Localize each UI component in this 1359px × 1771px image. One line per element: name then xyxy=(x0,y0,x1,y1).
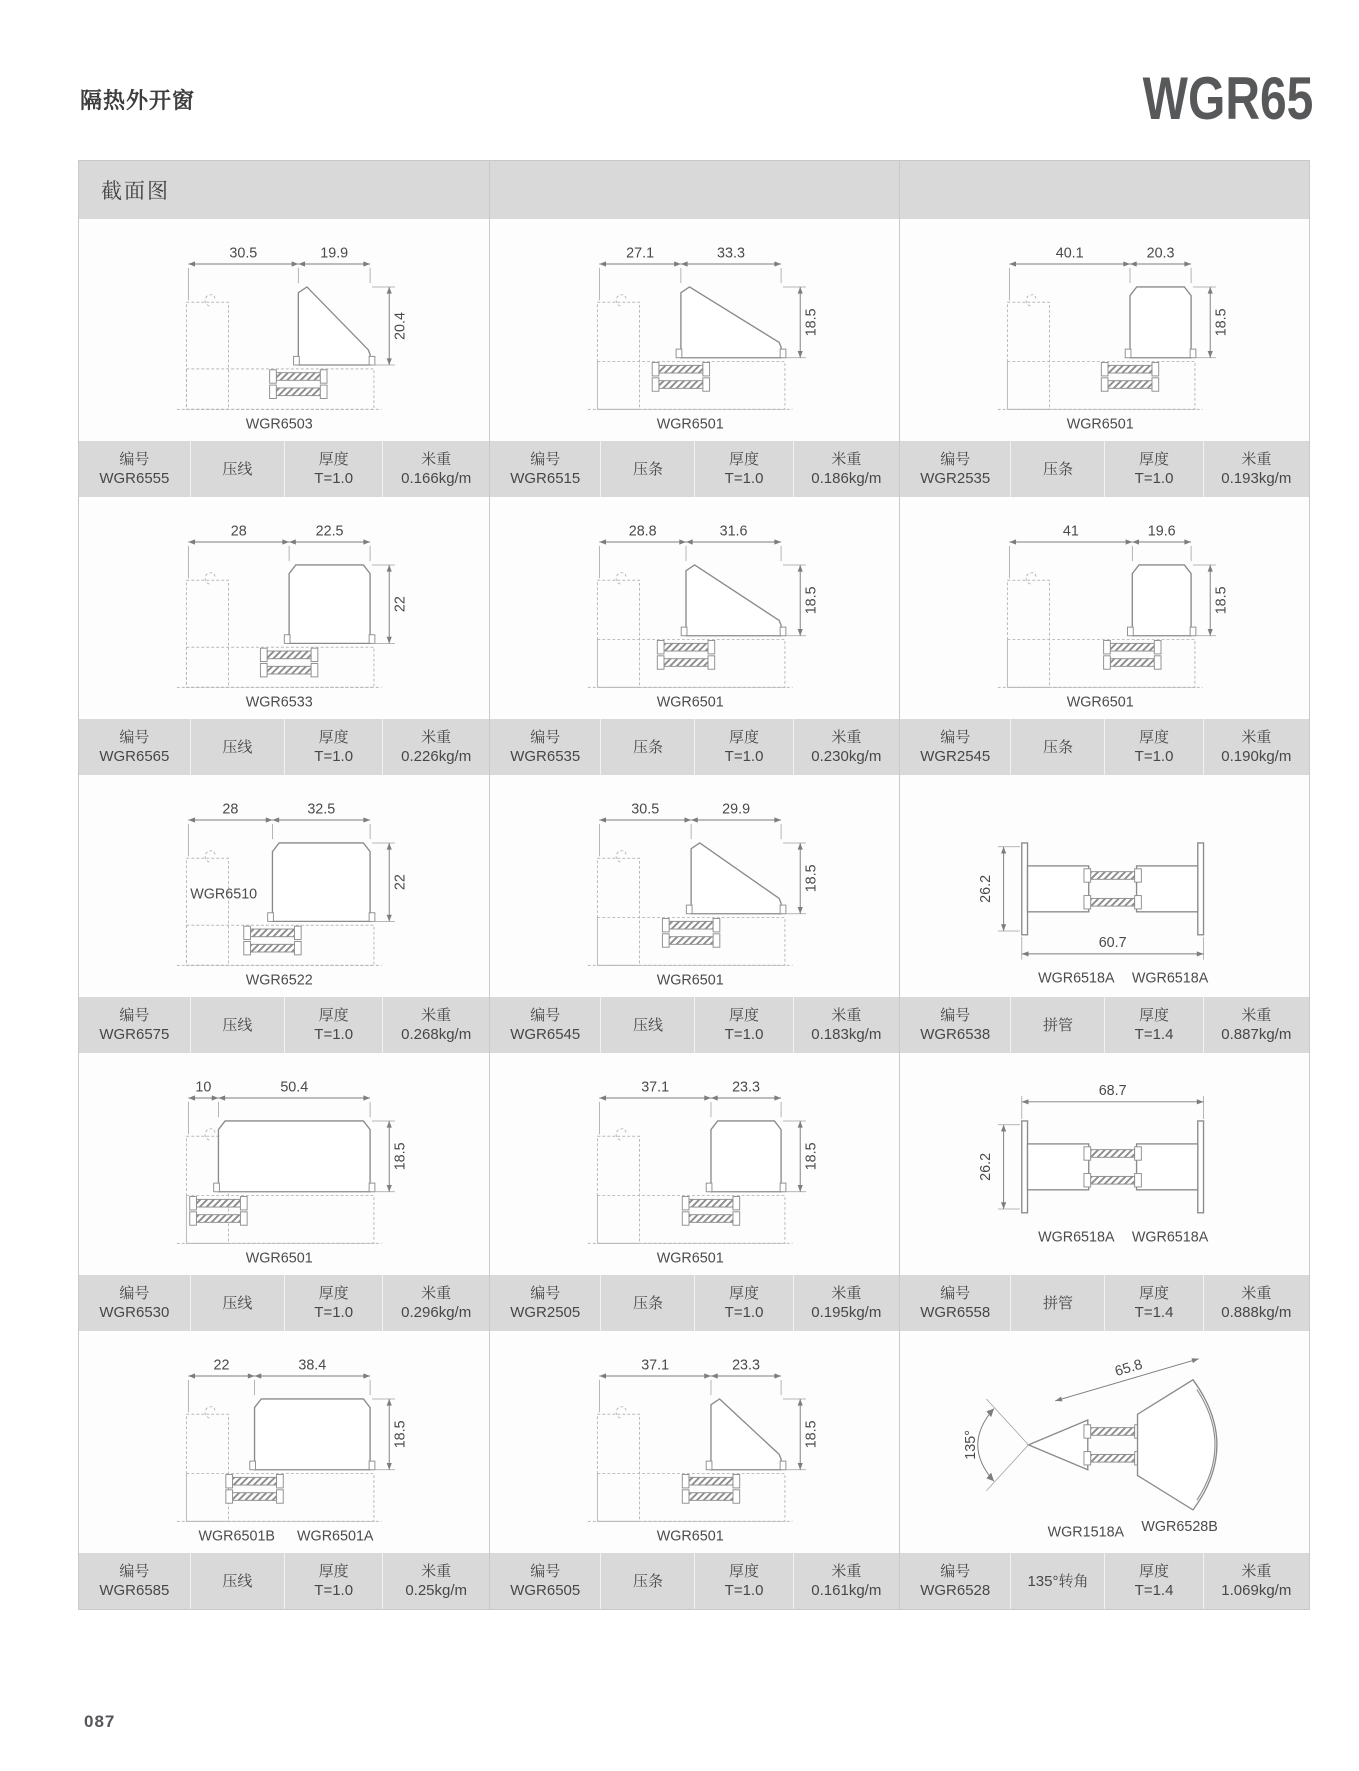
code-value: WGR6555 xyxy=(99,470,170,487)
spec-bar xyxy=(899,997,1309,1053)
type-value: 压线 xyxy=(222,738,253,756)
spec-thickness-cell xyxy=(1104,997,1202,1053)
spec-code-cell xyxy=(490,997,600,1053)
thickness-header: 厚度 xyxy=(729,1563,760,1580)
thickness-header: 厚度 xyxy=(318,451,349,468)
weight-header: 米重 xyxy=(1241,729,1272,746)
spec-thickness-cell xyxy=(694,997,792,1053)
section-header-label: 截面图 xyxy=(101,180,170,203)
code-header: 编号 xyxy=(119,1563,150,1580)
spec-code-cell xyxy=(79,719,190,775)
spec-code-cell xyxy=(900,719,1010,775)
profile-cell xyxy=(899,1053,1309,1275)
code-value: WGR6545 xyxy=(510,1026,581,1043)
code-value: WGR6528 xyxy=(920,1582,991,1599)
svg-text:29.9: 29.9 xyxy=(721,801,750,818)
svg-text:WGR6510: WGR6510 xyxy=(190,886,258,903)
code-value: WGR6535 xyxy=(510,748,581,765)
svg-text:28: 28 xyxy=(230,523,247,540)
spec-type-cell xyxy=(190,441,284,497)
svg-text:40.1: 40.1 xyxy=(1055,245,1084,262)
thickness-header: 厚度 xyxy=(1139,1007,1170,1024)
svg-text:68.7: 68.7 xyxy=(1098,1083,1127,1100)
spec-thickness-cell xyxy=(1104,1553,1202,1609)
weight-value: 1.069kg/m xyxy=(1221,1582,1292,1599)
code-value: WGR6558 xyxy=(920,1304,991,1321)
svg-text:WGR6518A: WGR6518A xyxy=(1037,1229,1115,1246)
type-value: 135°转角 xyxy=(1027,1572,1089,1590)
thickness-value: T=1.4 xyxy=(1134,1582,1174,1599)
svg-text:65.8: 65.8 xyxy=(1112,1356,1144,1380)
thickness-value: T=1.0 xyxy=(314,470,354,487)
thickness-value: T=1.0 xyxy=(314,1304,354,1321)
profile-cell xyxy=(79,775,489,997)
spec-thickness-cell xyxy=(694,1275,792,1331)
spec-code-cell xyxy=(900,997,1010,1053)
spec-type-cell xyxy=(190,997,284,1053)
spec-code-cell xyxy=(490,441,600,497)
type-value: 压条 xyxy=(632,1572,663,1590)
profile-cell xyxy=(79,497,489,719)
svg-text:WGR6501: WGR6501 xyxy=(1066,694,1134,711)
profile-cell xyxy=(489,775,899,997)
weight-value: 0.226kg/m xyxy=(401,748,472,765)
profile-cell xyxy=(489,219,899,441)
svg-text:20.3: 20.3 xyxy=(1146,245,1174,262)
weight-value: 0.888kg/m xyxy=(1221,1304,1292,1321)
svg-text:23.3: 23.3 xyxy=(731,1079,760,1096)
spec-type-cell xyxy=(600,1275,694,1331)
spec-type-cell xyxy=(1010,719,1104,775)
code-header: 编号 xyxy=(940,1563,971,1580)
weight-header: 米重 xyxy=(831,729,862,746)
type-value: 压线 xyxy=(222,1294,253,1312)
spec-thickness-cell xyxy=(694,1553,792,1609)
spec-thickness-cell xyxy=(284,441,382,497)
code-header: 编号 xyxy=(940,451,971,468)
svg-text:WGR6501A: WGR6501A xyxy=(297,1528,374,1545)
spec-thickness-cell xyxy=(694,719,792,775)
svg-text:28: 28 xyxy=(222,801,239,818)
spec-code-cell xyxy=(900,441,1010,497)
svg-text:26.2: 26.2 xyxy=(977,874,994,903)
weight-value: 0.193kg/m xyxy=(1221,470,1292,487)
thickness-header: 厚度 xyxy=(318,1007,349,1024)
weight-value: 0.166kg/m xyxy=(401,470,472,487)
spec-bar xyxy=(899,441,1309,497)
spec-bar xyxy=(899,1275,1309,1331)
profile-diagram xyxy=(937,498,1273,718)
weight-value: 0.186kg/m xyxy=(811,470,882,487)
svg-text:WGR6501: WGR6501 xyxy=(245,1250,313,1267)
weight-value: 0.190kg/m xyxy=(1221,748,1292,765)
svg-text:WGR6501: WGR6501 xyxy=(656,1250,724,1267)
weight-header: 米重 xyxy=(1241,1007,1272,1024)
spec-code-cell xyxy=(79,1553,190,1609)
thickness-value: T=1.0 xyxy=(314,1026,354,1043)
code-header: 编号 xyxy=(530,451,561,468)
code-value: WGR6585 xyxy=(99,1582,170,1599)
spec-thickness-cell xyxy=(1104,1275,1202,1331)
profile-diagram xyxy=(937,1332,1273,1552)
svg-text:19.6: 19.6 xyxy=(1147,523,1176,540)
thickness-header: 厚度 xyxy=(729,729,760,746)
svg-text:WGR6522: WGR6522 xyxy=(245,972,313,989)
spec-bar xyxy=(79,441,489,497)
profile-diagram xyxy=(937,220,1273,440)
type-value: 压条 xyxy=(632,460,663,478)
spec-type-cell xyxy=(190,1553,284,1609)
code-value: WGR2505 xyxy=(510,1304,581,1321)
spec-weight-cell xyxy=(1203,1275,1309,1331)
spec-thickness-cell xyxy=(284,1275,382,1331)
svg-text:WGR6501: WGR6501 xyxy=(656,1528,724,1545)
weight-value: 0.230kg/m xyxy=(811,748,882,765)
spec-weight-cell xyxy=(382,1553,489,1609)
spec-thickness-cell xyxy=(284,719,382,775)
spec-type-cell xyxy=(600,1553,694,1609)
header-spacer xyxy=(899,161,1309,219)
spec-weight-cell xyxy=(793,997,899,1053)
svg-text:60.7: 60.7 xyxy=(1098,935,1127,952)
svg-text:22: 22 xyxy=(213,1357,230,1374)
svg-text:WGR6518A: WGR6518A xyxy=(1131,1229,1208,1246)
thickness-value: T=1.4 xyxy=(1134,1026,1174,1043)
svg-text:WGR6501B: WGR6501B xyxy=(198,1528,275,1545)
weight-header: 米重 xyxy=(421,729,452,746)
code-value: WGR6538 xyxy=(920,1026,991,1043)
thickness-header: 厚度 xyxy=(1139,1285,1170,1302)
spec-bar xyxy=(899,1553,1309,1609)
spec-type-cell xyxy=(190,1275,284,1331)
svg-text:32.5: 32.5 xyxy=(307,801,336,818)
svg-text:WGR1518A: WGR1518A xyxy=(1047,1524,1124,1541)
thickness-header: 厚度 xyxy=(1139,729,1170,746)
weight-header: 米重 xyxy=(831,1285,862,1302)
spec-code-cell xyxy=(490,1275,600,1331)
svg-text:WGR6528B: WGR6528B xyxy=(1140,1518,1218,1535)
profile-diagram xyxy=(116,776,452,996)
section-header-cell xyxy=(79,161,489,219)
spec-code-cell xyxy=(79,441,190,497)
profile-diagram xyxy=(116,1054,452,1274)
svg-text:10: 10 xyxy=(195,1079,212,1096)
svg-text:27.1: 27.1 xyxy=(625,245,654,262)
code-header: 编号 xyxy=(530,1007,561,1024)
weight-header: 米重 xyxy=(421,1285,452,1302)
spec-bar xyxy=(79,1275,489,1331)
spec-type-cell xyxy=(600,719,694,775)
svg-text:18.5: 18.5 xyxy=(392,1142,409,1171)
spec-type-cell xyxy=(1010,441,1104,497)
svg-text:20.4: 20.4 xyxy=(392,312,409,340)
code-header: 编号 xyxy=(530,1563,561,1580)
spec-bar xyxy=(79,1553,489,1609)
svg-text:WGR6501: WGR6501 xyxy=(656,416,724,433)
weight-value: 0.183kg/m xyxy=(811,1026,882,1043)
profile-cell xyxy=(489,1053,899,1275)
svg-text:18.5: 18.5 xyxy=(803,1142,820,1171)
profile-table xyxy=(78,160,1310,1610)
spec-type-cell xyxy=(1010,1275,1104,1331)
type-value: 拼管 xyxy=(1042,1016,1073,1034)
spec-weight-cell xyxy=(382,1275,489,1331)
thickness-header: 厚度 xyxy=(1139,451,1170,468)
type-value: 压条 xyxy=(632,738,663,756)
spec-code-cell xyxy=(79,1275,190,1331)
weight-value: 0.25kg/m xyxy=(405,1582,468,1599)
thickness-value: T=1.0 xyxy=(314,1582,354,1599)
spec-bar xyxy=(489,997,899,1053)
weight-header: 米重 xyxy=(831,1007,862,1024)
weight-value: 0.268kg/m xyxy=(401,1026,472,1043)
spec-thickness-cell xyxy=(1104,441,1202,497)
header-spacer xyxy=(489,161,899,219)
profile-diagram xyxy=(116,220,452,440)
spec-bar xyxy=(489,441,899,497)
thickness-value: T=1.0 xyxy=(724,470,764,487)
spec-weight-cell xyxy=(1203,719,1309,775)
code-header: 编号 xyxy=(940,729,971,746)
type-value: 压线 xyxy=(222,1016,253,1034)
code-value: WGR2535 xyxy=(920,470,991,487)
code-value: WGR2545 xyxy=(920,748,991,765)
weight-value: 0.161kg/m xyxy=(811,1582,882,1599)
svg-text:37.1: 37.1 xyxy=(640,1357,669,1374)
profile-diagram xyxy=(527,776,863,996)
svg-text:28.8: 28.8 xyxy=(628,523,657,540)
svg-text:18.5: 18.5 xyxy=(1213,308,1230,337)
spec-bar xyxy=(489,1275,899,1331)
code-header: 编号 xyxy=(940,1007,971,1024)
spec-weight-cell xyxy=(1203,441,1309,497)
thickness-header: 厚度 xyxy=(729,1007,760,1024)
svg-text:WGR6501: WGR6501 xyxy=(1066,416,1134,433)
page-number: 087 xyxy=(84,1712,116,1731)
profile-cell xyxy=(489,1331,899,1553)
spec-bar xyxy=(79,997,489,1053)
svg-text:WGR6518A: WGR6518A xyxy=(1131,970,1208,987)
profile-cell xyxy=(899,219,1309,441)
svg-text:31.6: 31.6 xyxy=(719,523,747,540)
thickness-header: 厚度 xyxy=(318,729,349,746)
spec-weight-cell xyxy=(382,441,489,497)
type-value: 压线 xyxy=(632,1016,663,1034)
spec-weight-cell xyxy=(793,441,899,497)
svg-text:30.5: 30.5 xyxy=(630,801,659,818)
code-header: 编号 xyxy=(530,1285,561,1302)
weight-header: 米重 xyxy=(831,451,862,468)
svg-text:22: 22 xyxy=(392,596,409,613)
profile-diagram xyxy=(937,776,1273,996)
series-code: WGR65 xyxy=(1142,65,1313,132)
spec-bar xyxy=(489,719,899,775)
svg-text:22: 22 xyxy=(392,874,409,891)
type-value: 压线 xyxy=(222,460,253,478)
spec-type-cell xyxy=(1010,997,1104,1053)
spec-bar xyxy=(899,719,1309,775)
profile-cell xyxy=(899,497,1309,719)
spec-weight-cell xyxy=(382,719,489,775)
type-value: 压线 xyxy=(222,1572,253,1590)
code-header: 编号 xyxy=(119,1007,150,1024)
thickness-value: T=1.0 xyxy=(1134,748,1174,765)
svg-text:30.5: 30.5 xyxy=(229,245,258,262)
profile-diagram xyxy=(527,498,863,718)
spec-weight-cell xyxy=(382,997,489,1053)
thickness-header: 厚度 xyxy=(729,451,760,468)
type-value: 压条 xyxy=(1042,460,1073,478)
spec-bar xyxy=(79,719,489,775)
type-value: 压条 xyxy=(632,1294,663,1312)
svg-text:WGR6501: WGR6501 xyxy=(656,694,724,711)
spec-thickness-cell xyxy=(284,1553,382,1609)
spec-weight-cell xyxy=(1203,1553,1309,1609)
svg-text:41: 41 xyxy=(1062,523,1079,540)
spec-code-cell xyxy=(79,997,190,1053)
code-header: 编号 xyxy=(119,1285,150,1302)
thickness-value: T=1.0 xyxy=(314,748,354,765)
svg-text:18.5: 18.5 xyxy=(803,864,820,893)
profile-cell xyxy=(79,1331,489,1553)
spec-code-cell xyxy=(900,1275,1010,1331)
type-value: 拼管 xyxy=(1042,1294,1073,1312)
thickness-header: 厚度 xyxy=(318,1285,349,1302)
spec-code-cell xyxy=(900,1553,1010,1609)
svg-text:WGR6518A: WGR6518A xyxy=(1037,970,1115,987)
weight-value: 0.887kg/m xyxy=(1221,1026,1292,1043)
code-header: 编号 xyxy=(530,729,561,746)
svg-text:WGR6501: WGR6501 xyxy=(656,972,724,989)
svg-text:22.5: 22.5 xyxy=(315,523,344,540)
svg-text:26.2: 26.2 xyxy=(977,1152,994,1181)
profile-cell xyxy=(899,1331,1309,1553)
profile-diagram xyxy=(527,1332,863,1552)
thickness-header: 厚度 xyxy=(1139,1563,1170,1580)
code-value: WGR6515 xyxy=(510,470,581,487)
svg-text:33.3: 33.3 xyxy=(716,245,745,262)
thickness-value: T=1.0 xyxy=(724,1026,764,1043)
code-value: WGR6530 xyxy=(99,1304,170,1321)
weight-header: 米重 xyxy=(421,1563,452,1580)
spec-code-cell xyxy=(490,719,600,775)
profile-diagram xyxy=(116,1332,452,1552)
code-header: 编号 xyxy=(940,1285,971,1302)
profile-diagram xyxy=(116,498,452,718)
profile-diagram xyxy=(527,1054,863,1274)
code-value: WGR6505 xyxy=(510,1582,581,1599)
svg-text:WGR6503: WGR6503 xyxy=(245,416,313,433)
weight-value: 0.195kg/m xyxy=(811,1304,882,1321)
svg-text:18.5: 18.5 xyxy=(803,308,820,337)
svg-text:18.5: 18.5 xyxy=(803,1420,820,1449)
spec-type-cell xyxy=(190,719,284,775)
profile-diagram xyxy=(527,220,863,440)
code-header: 编号 xyxy=(119,451,150,468)
thickness-value: T=1.0 xyxy=(724,1582,764,1599)
svg-text:18.5: 18.5 xyxy=(392,1420,409,1449)
page-title: 隔热外开窗 xyxy=(80,88,196,113)
weight-header: 米重 xyxy=(1241,451,1272,468)
profile-cell xyxy=(79,1053,489,1275)
svg-text:38.4: 38.4 xyxy=(298,1357,327,1374)
thickness-value: T=1.0 xyxy=(1134,470,1174,487)
spec-thickness-cell xyxy=(694,441,792,497)
svg-text:18.5: 18.5 xyxy=(1213,586,1230,615)
weight-header: 米重 xyxy=(1241,1563,1272,1580)
spec-bar xyxy=(489,1553,899,1609)
spec-weight-cell xyxy=(793,1553,899,1609)
spec-weight-cell xyxy=(793,1275,899,1331)
profile-diagram xyxy=(937,1054,1273,1274)
weight-header: 米重 xyxy=(421,451,452,468)
svg-text:23.3: 23.3 xyxy=(731,1357,760,1374)
svg-text:WGR6533: WGR6533 xyxy=(245,694,313,711)
profile-cell xyxy=(79,219,489,441)
thickness-value: T=1.4 xyxy=(1134,1304,1174,1321)
type-value: 压条 xyxy=(1042,738,1073,756)
spec-weight-cell xyxy=(1203,997,1309,1053)
spec-thickness-cell xyxy=(284,997,382,1053)
spec-thickness-cell xyxy=(1104,719,1202,775)
svg-text:18.5: 18.5 xyxy=(803,586,820,615)
weight-value: 0.296kg/m xyxy=(401,1304,472,1321)
svg-text:19.9: 19.9 xyxy=(320,245,349,262)
svg-text:37.1: 37.1 xyxy=(640,1079,669,1096)
spec-type-cell xyxy=(600,997,694,1053)
spec-code-cell xyxy=(490,1553,600,1609)
thickness-header: 厚度 xyxy=(729,1285,760,1302)
spec-type-cell xyxy=(600,441,694,497)
spec-type-cell xyxy=(1010,1553,1104,1609)
thickness-header: 厚度 xyxy=(318,1563,349,1580)
weight-header: 米重 xyxy=(421,1007,452,1024)
code-header: 编号 xyxy=(119,729,150,746)
profile-cell xyxy=(489,497,899,719)
profile-cell xyxy=(899,775,1309,997)
thickness-value: T=1.0 xyxy=(724,748,764,765)
code-value: WGR6565 xyxy=(99,748,170,765)
spec-weight-cell xyxy=(793,719,899,775)
code-value: WGR6575 xyxy=(99,1026,170,1043)
weight-header: 米重 xyxy=(831,1563,862,1580)
weight-header: 米重 xyxy=(1241,1285,1272,1302)
svg-text:50.4: 50.4 xyxy=(280,1079,309,1096)
svg-text:135°: 135° xyxy=(962,1430,979,1460)
thickness-value: T=1.0 xyxy=(724,1304,764,1321)
